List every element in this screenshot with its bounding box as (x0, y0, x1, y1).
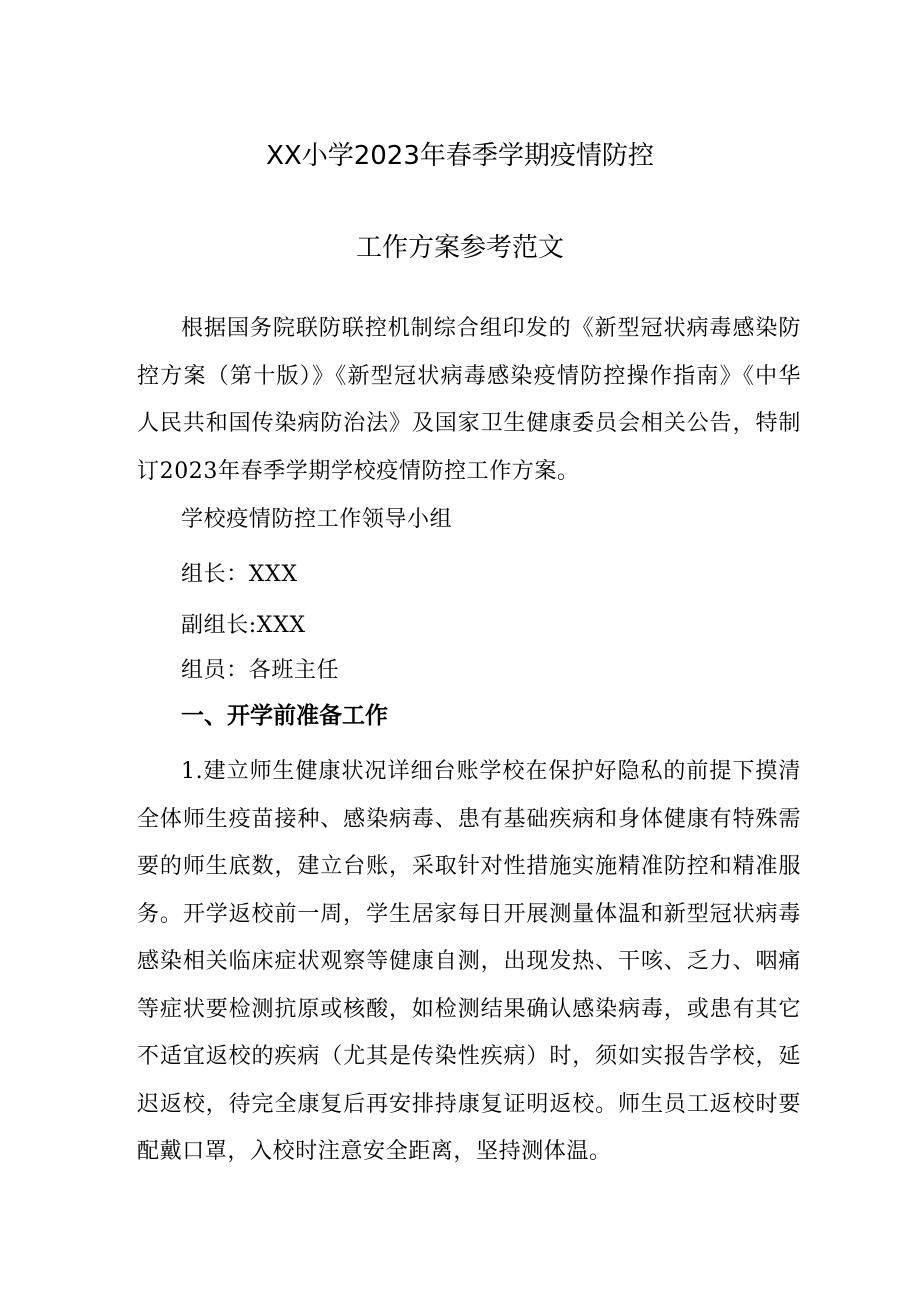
group-leader: 组长：XXX (181, 562, 298, 587)
section-1-paragraph-1: 1.建立师生健康状况详细台账学校在保护好隐私的前提下摸清全体师生疫苗接种、感染病毒、患有基础疾病和身体健康有特殊需要的师生底数，建立台账，采取针对性措施实施精准防控和精准服务。开学返校前一周，学生居家每日开展测量体温和新型冠状病毒感染相关临床症状观察等健康自测，出现发热、干咳、乏力、咽痛等症状要检测抗原或核酸，如检测结果确认感染病毒，或患有其它不适宜返校的疾病（尤其是传染性疾病）时，须如实报告学校，延迟返校，待完全康复后再安排持康复证明返校。师生员工返校时要配戴口罩，入校时注意安全距离，坚持测体温。 (137, 759, 801, 1164)
section-1-heading: 一、开学前准备工作 (181, 703, 388, 729)
group-deputy-leader: 副组长:XXX (181, 613, 306, 638)
group-members: 组员：各班主任 (181, 658, 340, 683)
leadership-group-heading: 学校疫情防控工作领导小组 (181, 507, 453, 532)
intro-paragraph: 根据国务院联防联控机制综合组印发的《新型冠状病毒感染防控方案（第十版）》《新型冠状病毒感染疫情防控操作指南》《中华人民共和国传染病防治法》及国家卫生健康委员会相关公告，特制订2023年春季学期学校疫情防控工作方案。 (137, 316, 801, 484)
document-title-line-1: XX小学2023年春季学期疫情防控 (266, 141, 654, 171)
document-title-line-2: 工作方案参考范文 (355, 233, 564, 263)
